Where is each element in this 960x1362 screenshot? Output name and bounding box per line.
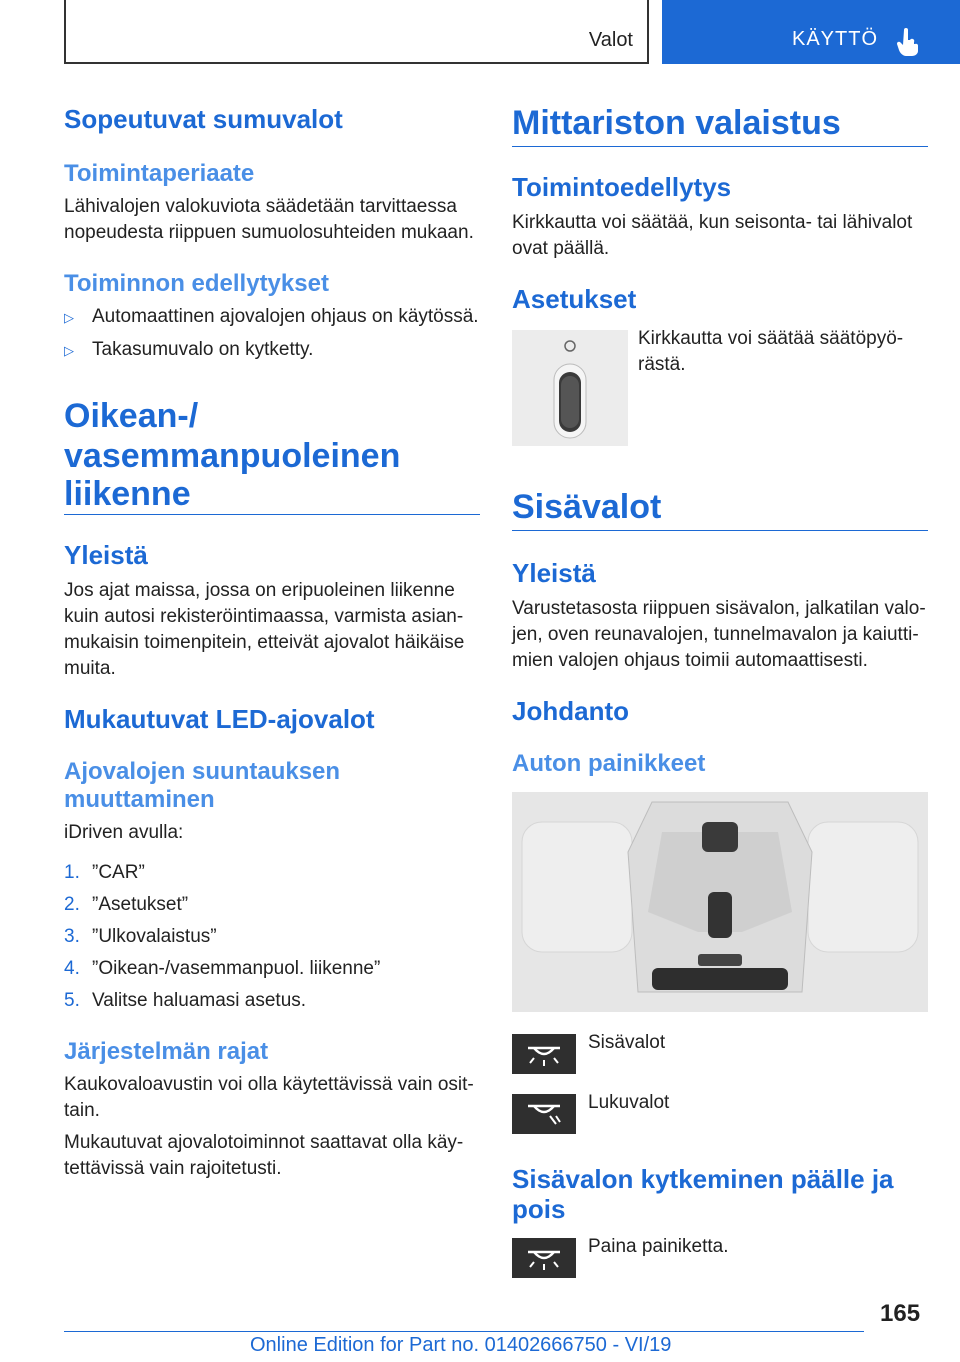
page-number: 165 [880, 1300, 921, 1327]
subheading-direction-line: Ajovalojen suuntauksen [64, 758, 341, 785]
subheading-general-right: Yleistä [512, 558, 596, 588]
heading-adaptive-fog-lights: Sopeutuvat sumuvalot [64, 104, 343, 134]
heading-interior-lights: Sisävalot [512, 488, 662, 526]
triangle-bullet-icon: ▷ [64, 343, 74, 358]
paragraph-line: Varustetasosta riippuen sisävalon, jalkatilan valo- [512, 598, 926, 619]
triangle-bullet-icon: ▷ [64, 310, 74, 325]
chapter-tab-label: KÄYTTÖ [792, 28, 879, 50]
pointing-hand-icon [896, 28, 918, 56]
paragraph-line: Kirkkautta voi säätää, kun seisonta- tai lähivalot [512, 212, 913, 233]
paragraph-line: muita. [64, 658, 116, 679]
heading-switch-interior-light-line: pois [512, 1194, 566, 1224]
heading-traffic-side-line: liikenne [64, 475, 191, 513]
paragraph-line: mukaisin toimenpitein, etteivät ajovalot häikäise [64, 632, 465, 653]
paragraph-line: rästä. [638, 354, 686, 375]
interior-light-icon [512, 1034, 576, 1074]
running-header [64, 0, 649, 64]
heading-switch-interior-light-line: Sisävalon kytkeminen päälle ja [512, 1164, 894, 1194]
reading-light-icon [512, 1094, 576, 1134]
paragraph-line: kuin autosi rekisteröintimaassa, varmista asian- [64, 606, 464, 627]
icon-label-reading-lights: Lukuvalot [588, 1092, 670, 1113]
subheading-general: Yleistä [64, 540, 148, 570]
subheading-vehicle-buttons: Auton painikkeet [512, 750, 706, 777]
icon-label-interior-lights: Sisävalot [588, 1032, 666, 1053]
list-item: ▷ Takasumuvalo on kytketty. [64, 337, 313, 364]
instruction-press-button: Paina painiketta. [588, 1236, 729, 1257]
subheading-function-requirement: Toimintoedellytys [512, 172, 732, 202]
step-item: 5. Valitse haluamasi asetus. [64, 990, 307, 1011]
subheading-direction-line: muuttaminen [64, 786, 215, 813]
heading-adaptive-led: Mukautuvat LED-ajovalot [64, 704, 375, 734]
paragraph-line: Jos ajat maissa, jossa on eripuoleinen liikenne [64, 580, 455, 601]
subheading-settings: Asetukset [512, 284, 637, 314]
list-item: ▷ Automaattinen ajovalojen ohjaus on käytössä. [64, 304, 479, 331]
step-item: 3. ”Ulkovalaistus” [64, 926, 217, 947]
paragraph-line: Mukautuvat ajovalotoiminnot saattavat olla käy- [64, 1132, 464, 1153]
paragraph-line: tain. [64, 1100, 100, 1121]
thumbwheel-illustration [512, 330, 628, 446]
heading-traffic-side-line: Oikean-/ [64, 397, 199, 435]
subheading-limits: Järjestelmän rajat [64, 1038, 269, 1065]
paragraph-line: Kirkkautta voi säätää säätöpyö- [638, 328, 904, 349]
footer-rule [64, 1331, 864, 1332]
heading-rule [512, 530, 928, 531]
heading-traffic-side-line: vasemmanpuoleinen [64, 437, 401, 475]
heading-instrument-lighting: Mittariston valaistus [512, 104, 841, 142]
idrive-intro: iDriven avulla: [64, 822, 184, 843]
step-item: 2. ”Asetukset” [64, 894, 189, 915]
paragraph-line: tettävissä vain rajoitetusti. [64, 1158, 282, 1179]
paragraph-line: nopeudesta riippuen sumuolosuhteiden mukaan. [64, 222, 474, 243]
header-section-title: Valot [588, 29, 633, 51]
interior-light-button-icon [512, 1238, 576, 1278]
roof-console-illustration [512, 792, 928, 1012]
paragraph-line: ovat päällä. [512, 238, 610, 259]
subheading-principle: Toimintaperiaate [64, 160, 255, 187]
paragraph-line: Kaukovaloavustin voi olla käytettävissä vain osit- [64, 1074, 474, 1095]
step-item: 4. ”Oikean-/vasemmanpuol. liikenne” [64, 958, 381, 979]
paragraph-line: Lähivalojen valokuviota säädetään tarvittaessa [64, 196, 457, 217]
paragraph-line: jen, oven reunavalojen, tunnelmavalon ja kaiutti- [512, 624, 919, 645]
thumbwheel-image [512, 330, 628, 446]
step-item: 1. ”CAR” [64, 862, 145, 883]
paragraph-line: mien valojen ohjaus toimii automaattisesti. [512, 650, 868, 671]
heading-rule [512, 146, 928, 147]
roof-console-image [512, 792, 928, 1012]
subheading-introduction: Johdanto [512, 696, 629, 726]
heading-rule [64, 514, 480, 515]
subheading-requirements: Toiminnon edellytykset [64, 270, 329, 297]
edition-note: Online Edition for Part no. 01402666750 - VI/19 [250, 1334, 672, 1356]
